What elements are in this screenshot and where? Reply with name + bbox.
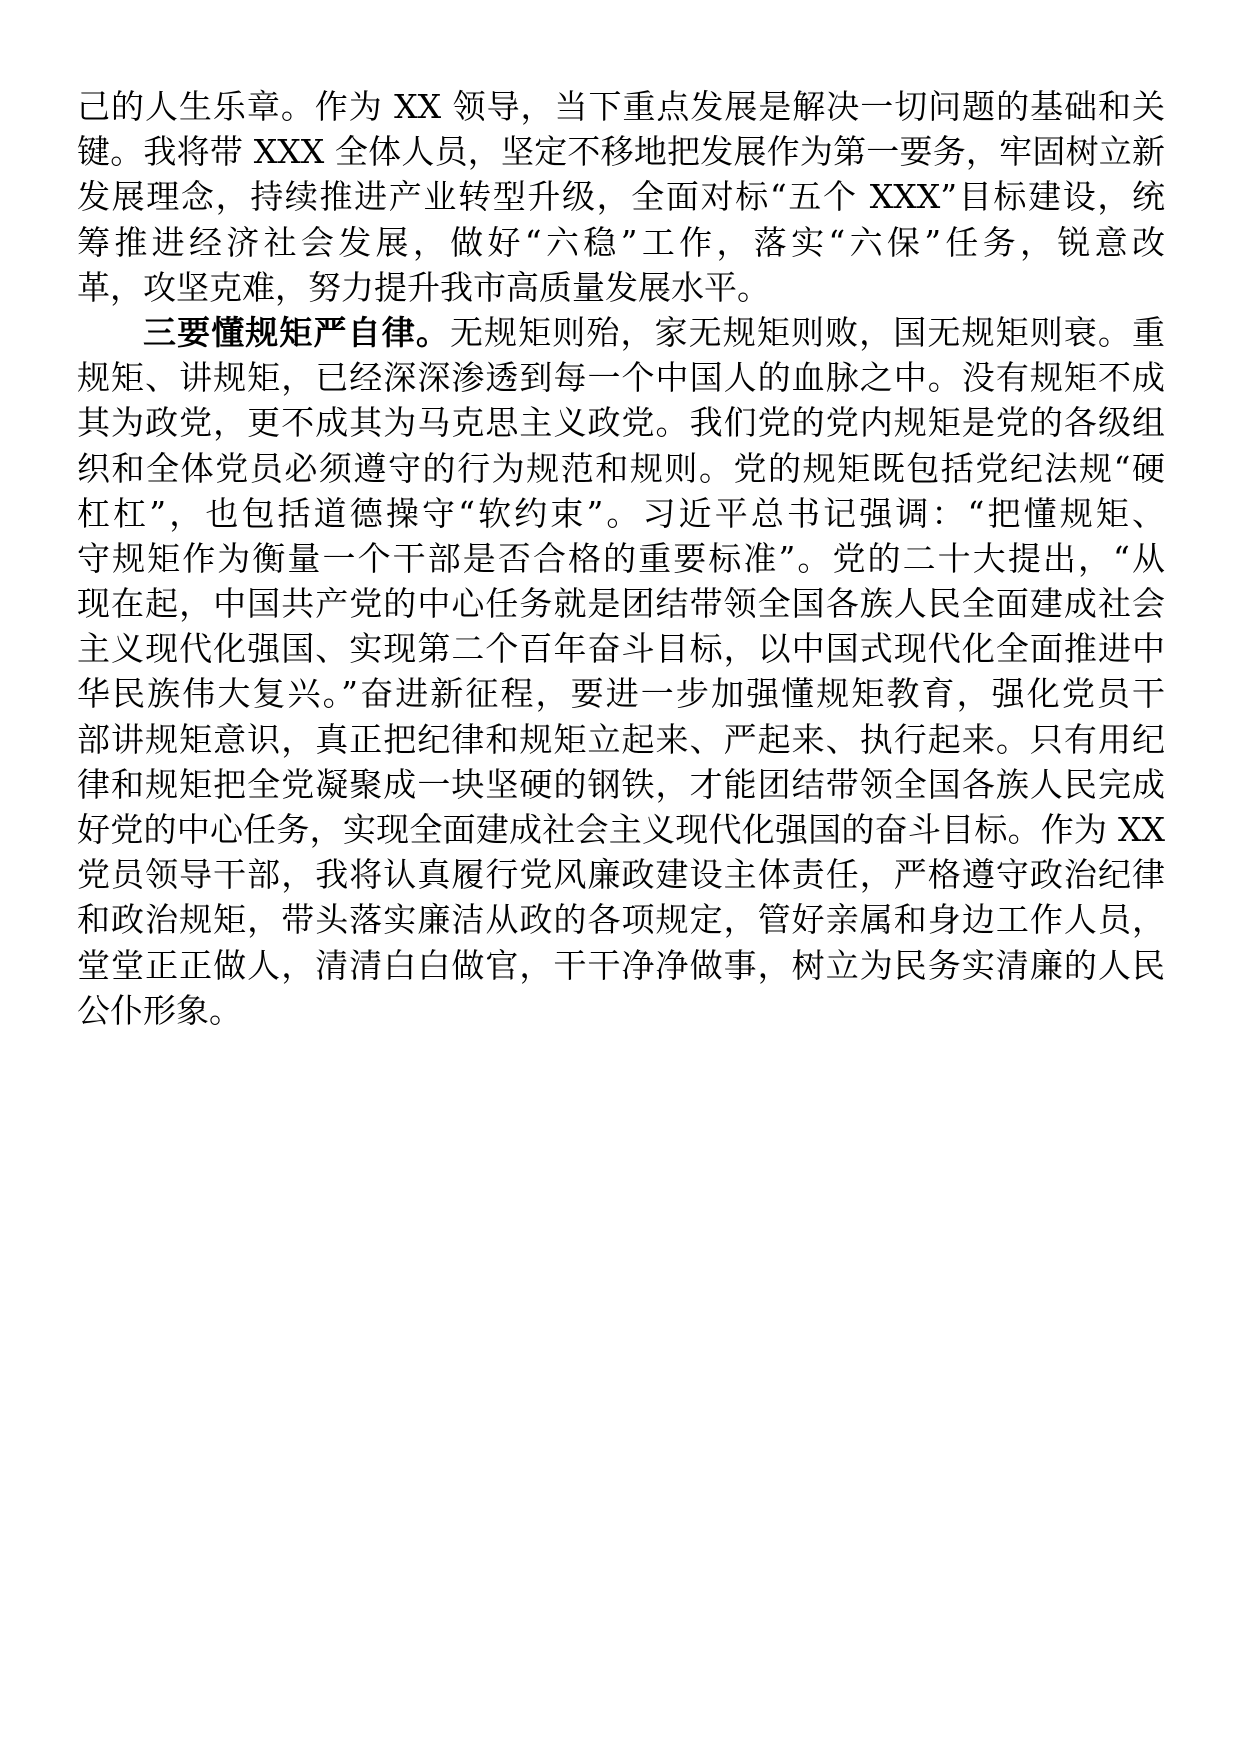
text-line: 己的人生乐章。作为 XX 领导，当下重点发展是解决一切问题的基础和关 <box>77 87 1165 126</box>
text-line: 主义现代化强国、实现第二个百年奋斗目标，以中国式现代化全面推进中 <box>77 629 1165 669</box>
text-line: 守规矩作为衡量一个干部是否合格的重要标准”。党的二十大提出，“从 <box>77 538 1165 578</box>
text-line: 堂堂正正做人，清清白白做官，干干净净做事，树立为民务实清廉的人民 <box>77 945 1165 985</box>
text-line: 党员领导干部，我将认真履行党风廉政建设主体责任，严格遵守政治纪律 <box>77 855 1165 895</box>
text-line: 现在起，中国共产党的中心任务就是团结带领全国各族人民全面建成社会 <box>77 584 1165 624</box>
text-line: 律和规矩把全党凝聚成一块坚硬的钢铁，才能团结带领全国各族人民完成 <box>77 764 1165 804</box>
text-line: 部讲规矩意识，真正把纪律和规矩立起来、严起来、执行起来。只有用纪 <box>77 719 1165 759</box>
text-line: 织和全体党员必须遵守的行为规范和规则。党的规矩既包括党纪法规“硬 <box>77 448 1165 488</box>
paragraph-first-line <box>77 310 1165 355</box>
text-line: 筹推进经济社会发展，做好“六稳”工作，落实“六保”任务，锐意改 <box>77 222 1165 262</box>
text-line: 其为政党，更不成其为马克思主义政党。我们党的党内规矩是党的各级组 <box>77 403 1165 443</box>
text-line: 革，攻坚克难，努力提升我市高质量发展水平。 <box>77 267 770 307</box>
paragraph-discipline <box>77 310 1165 1033</box>
text-fragment: 无规矩则殆，家无规矩则败，国无规矩则衰。重 <box>449 312 1166 352</box>
text-line: 发展理念，持续推进产业转型升级，全面对标“五个 XXX”目标建设，统 <box>77 177 1165 217</box>
text-line: 规矩、讲规矩，已经深深渗透到每一个中国人的血脉之中。没有规矩不成 <box>77 358 1165 398</box>
document-body <box>77 84 1165 1033</box>
text-line: 公仆形象。 <box>77 990 242 1030</box>
text-line: 键。我将带 XXX 全体人员，坚定不移地把发展作为第一要务，牢固树立新 <box>77 132 1165 172</box>
text-line: 和政治规矩，带头落实廉洁从政的各项规定，管好亲属和身边工作人员， <box>77 900 1165 940</box>
paragraph-development <box>77 84 1165 310</box>
paragraph-heading: 三要懂规矩严自律。 <box>143 312 450 352</box>
text-line: 杠杠”，也包括道德操守“软约束”。习近平总书记强调：“把懂规矩、 <box>77 493 1165 533</box>
text-line: 华民族伟大复兴。”奋进新征程，要进一步加强懂规矩教育，强化党员干 <box>77 674 1165 714</box>
text-line: 好党的中心任务，实现全面建成社会主义现代化强国的奋斗目标。作为 XX <box>77 810 1165 849</box>
